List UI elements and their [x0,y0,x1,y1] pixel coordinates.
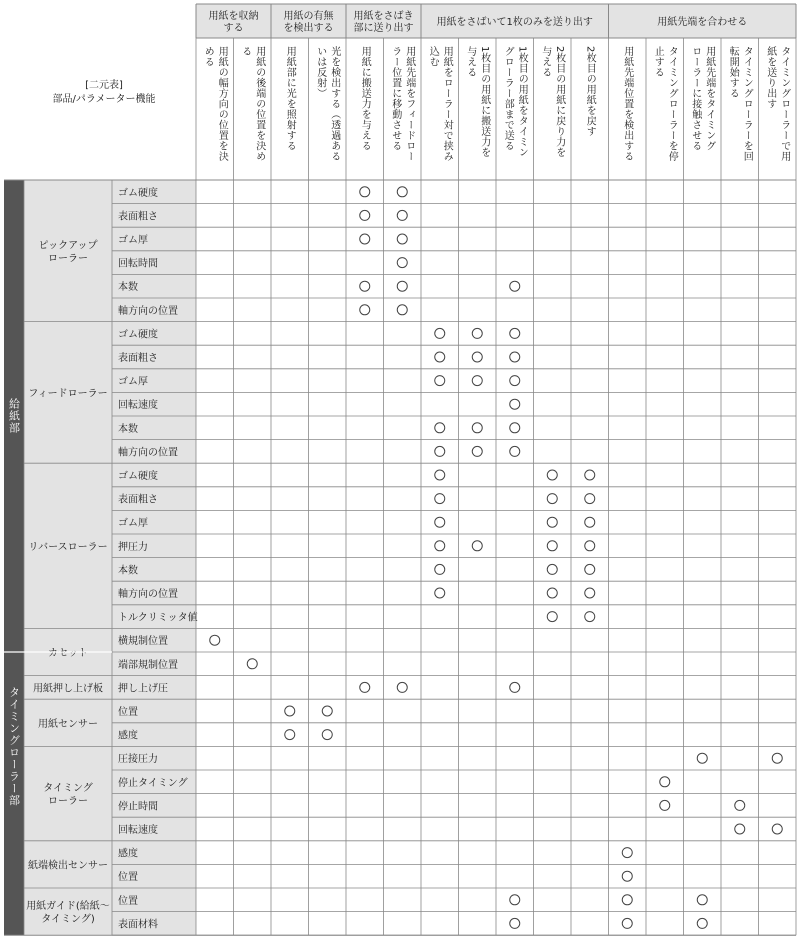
parameter-label: 横規制位置 [118,636,168,648]
column-header: タイミングローラーを停 [666,46,678,162]
relation-mark [210,635,220,645]
relation-mark [510,682,520,692]
relation-mark [397,258,407,268]
relation-mark [510,281,520,291]
parameter-label: 回転速度 [118,825,158,836]
group-header: を検出する [283,23,334,34]
relation-mark [397,682,407,692]
column-header: いは反射） [314,46,326,99]
column-header: 2枚目の用紙を戻す [584,46,596,137]
relation-mark [435,423,445,433]
corner-title: [二元表] [85,80,123,91]
part-label: 用紙押し上げ板 [33,683,103,695]
parameter-label: 表面粗さ [118,353,158,364]
parameter-label: ゴム硬度 [118,187,158,199]
parameter-label: 感度 [118,848,138,860]
parameter-label: 圧接圧力 [118,754,158,766]
parameter-label: 本数 [118,282,138,294]
relation-mark [585,564,595,574]
parameter-label: 表面材料 [118,919,158,931]
parameter-label: 停止時間 [118,801,158,813]
parameter-label: 本数 [118,565,138,577]
relation-mark [622,871,632,881]
relation-mark [660,777,670,787]
relation-mark [585,612,595,622]
relation-mark [585,588,595,598]
column-header: ローラーに接触させる [689,46,701,151]
relation-mark [510,328,520,338]
relation-mark [472,352,482,362]
relation-mark [585,541,595,551]
parameter-label: ゴム硬度 [118,471,158,482]
column-header: 用紙先端位置を検出する [621,46,633,162]
relation-mark [472,423,482,433]
relation-mark [472,541,482,551]
relation-mark [360,682,370,692]
section-label: 給紙部 [7,398,21,434]
column-header: 1枚目の用紙に搬送力を [478,46,490,158]
part-label: カセット [48,648,88,659]
parameter-label: ゴム厚 [118,235,148,246]
relation-mark [322,730,332,740]
group-header: 用紙をさばいて1枚のみを送り出す [436,17,593,28]
relation-mark [360,210,370,220]
part-label: タイミング [43,783,93,795]
parameter-label: 停止タイミング [118,777,188,789]
part-label: 用紙センサー [38,718,98,730]
column-header: 用紙部に光を照射する [284,46,296,151]
relation-mark [585,494,595,504]
relation-mark [397,210,407,220]
relation-mark [435,588,445,598]
parameter-label: 軸方向の位置 [118,305,178,317]
part-label: リバースローラー [28,541,108,553]
column-header: 込む [427,46,439,67]
group-header: 用紙を収納 [208,11,259,22]
relation-mark [547,612,557,622]
relation-mark [585,517,595,527]
relation-mark [397,305,407,315]
column-header: 止する [652,46,664,78]
relation-mark [510,918,520,928]
corner-subtitle: 部品/パラメーター機能 [52,94,156,105]
relation-mark [360,234,370,244]
column-header: 転開始する [727,46,739,99]
relation-mark [435,517,445,527]
column-header: 用紙の幅方向の位置を決 [216,46,228,162]
parameter-label: 回転時間 [118,258,158,270]
relation-mark [622,918,632,928]
relation-mark [735,824,745,834]
parameter-label: 本数 [118,423,138,435]
relation-mark [510,376,520,386]
section-label: タイミングローラー部 [7,686,21,807]
column-header: 用紙に搬送力を与える [359,46,371,151]
column-header: 用紙先端をタイミング [703,46,715,151]
relation-mark [697,918,707,928]
relation-mark [510,895,520,905]
relation-mark [510,423,520,433]
column-header: 紙を送り出す [764,46,776,109]
group-header: 用紙をさばき [353,11,414,22]
group-header: 用紙の有無 [283,11,334,22]
relation-mark [547,588,557,598]
parameter-label: 位置 [118,895,138,907]
column-header: 用紙をローラー対で挟み [441,46,453,162]
relation-mark [360,305,370,315]
parameter-label: トルクリミッタ値 [118,612,198,624]
relation-mark [547,494,557,504]
parameter-label: 感度 [118,730,138,742]
relation-mark [322,706,332,716]
parameter-label: 軸方向の位置 [118,589,178,600]
relation-mark [435,352,445,362]
relation-mark [435,328,445,338]
column-header: 光を検出する（透過ある [328,46,340,162]
relation-mark [247,659,257,669]
relation-mark [622,895,632,905]
relation-mark [472,328,482,338]
part-label: フィードローラー [28,388,108,400]
relation-mark [435,541,445,551]
part-label: タイミング) [41,914,95,926]
relation-mark [435,564,445,574]
column-header: タイミングローラーで用 [778,46,790,162]
relation-mark [697,753,707,763]
column-header: 与える [539,46,551,78]
parameter-label: ゴム厚 [118,376,148,388]
column-header: る [239,46,251,57]
parameter-label: 押し上げ圧 [118,683,168,695]
parameter-label: 位置 [118,707,138,718]
column-header: 2枚目の用紙に戻り力を [553,46,565,158]
parameter-label: ゴム厚 [118,518,148,530]
relation-mark [772,753,782,763]
relation-mark [697,895,707,905]
relation-mark [510,446,520,456]
column-header: 用紙先端をフィードロー [403,46,415,162]
column-header: タイミングローラーを回 [741,46,753,162]
parameter-label: 軸方向の位置 [118,447,178,459]
relation-mark [660,800,670,810]
relation-mark [397,281,407,291]
relation-mark [472,376,482,386]
group-header: する [223,23,244,34]
relation-mark [360,187,370,197]
relation-mark [772,824,782,834]
group-header: 部に送り出す [353,23,414,34]
relation-mark [360,281,370,291]
part-label: ローラー [48,253,88,265]
column-header: 1枚目の用紙をタイミン [516,46,528,158]
relation-mark [435,470,445,480]
parameter-label: 位置 [118,872,138,884]
relation-mark [285,706,295,716]
relation-mark [547,517,557,527]
column-header: 用紙の後端の位置を決め [253,46,265,162]
parameter-label: 回転速度 [118,400,158,412]
relation-mark [397,187,407,197]
part-label: ピックアップ [38,240,98,252]
relation-mark [472,446,482,456]
parameter-label: 端部規制位置 [118,659,178,671]
relation-mark [510,399,520,409]
part-label: 紙端検出センサー [28,860,108,872]
column-header: グローラー部まで送る [502,46,514,151]
relation-mark [435,446,445,456]
parameter-label: ゴム硬度 [118,329,158,341]
relation-mark [547,470,557,480]
relation-mark [435,494,445,504]
part-label: 用紙ガイド(給紙～ [26,901,110,913]
parameter-label: 表面粗さ [118,494,158,506]
relation-mark [735,800,745,810]
section-band [4,180,24,935]
relation-mark [510,352,520,362]
relation-mark [547,564,557,574]
column-header: 与える [464,46,476,78]
relation-mark [622,848,632,858]
relation-mark [547,541,557,551]
column-header: ラー位置に移動させる [389,46,401,151]
relation-mark [585,470,595,480]
relation-mark [435,376,445,386]
part-label: ローラー [48,796,88,808]
column-header: める [202,46,214,67]
group-header: 用紙先端を合わせる [657,17,748,28]
relation-mark [397,234,407,244]
relation-mark [285,730,295,740]
parameter-label: 押圧力 [118,541,148,553]
parameter-label: 表面粗さ [118,211,158,223]
